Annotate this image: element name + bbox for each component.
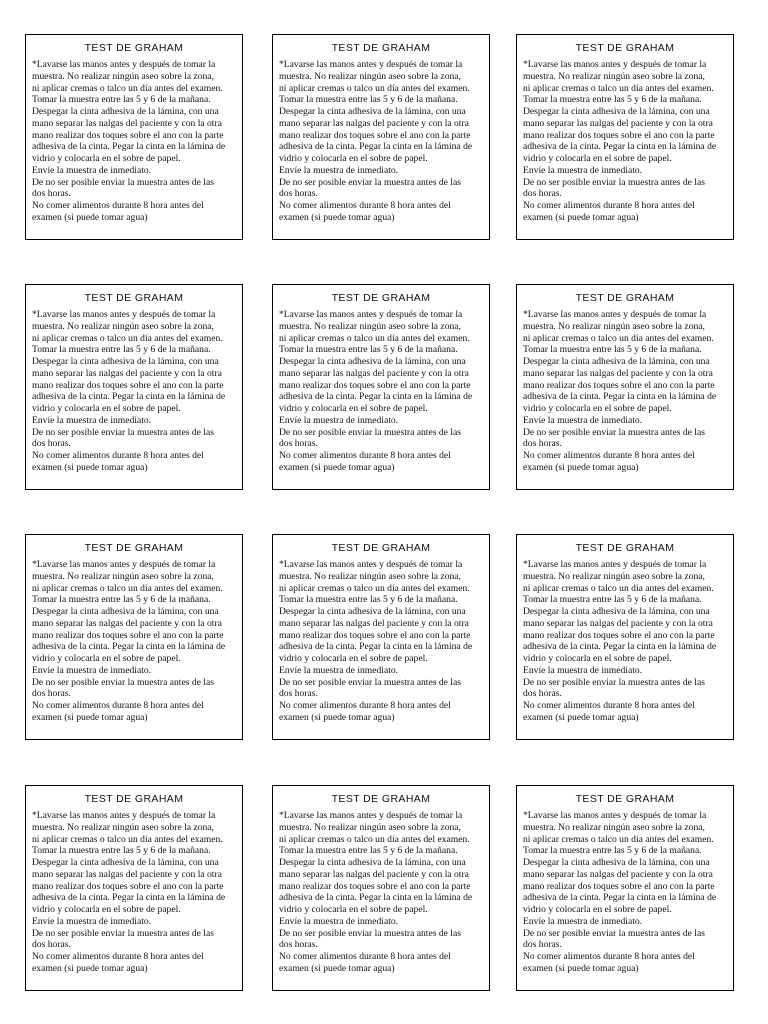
instruction-touches: mano realizar dos toques sobre el ano con la parte [32,880,224,892]
instruction-peel-tape: Despegar la cinta adhesiva de la lámina, con una [523,106,710,117]
instruction-peel-tape: Despegar la cinta adhesiva de la lámina, con una [279,356,466,367]
instruction-touches: mano realizar dos toques sobre el ano con la parte [279,880,471,892]
instruction-deadline: De no ser posible enviar la muestra antes de las [523,426,705,438]
instruction-timing: Tomar la muestra entre las 5 y 6 de la mañana. [523,845,702,857]
card-title: TEST DE GRAHAM [331,42,431,54]
instruction-card [25,785,243,991]
instruction-no-cleaning: muestra. No realizar ningún aseo sobre la zona, [32,320,214,332]
instruction-stick-slide: adhesiva de la cinta. Pegar la cinta en la lámina de [523,141,717,153]
instruction-peel-tape: Despegar la cinta adhesiva de la lámina, con una [279,106,466,117]
instruction-separate: mano separar las nalgas del paciente y con la otra [279,117,469,129]
instruction-hands: *Lavarse las manos antes y después de tomar la [279,309,463,320]
instruction-deadline: De no ser posible enviar la muestra antes de las [523,676,705,688]
instruction-card [516,534,734,740]
card-title: TEST DE GRAHAM [575,292,675,304]
instruction-timing: Tomar la muestra entre las 5 y 6 de la mañana. [32,594,211,606]
instruction-hands: *Lavarse las manos antes y después de tomar la [279,810,463,821]
instruction-hands: *Lavarse las manos antes y después de tomar la [32,810,216,821]
instruction-deadline: De no ser posible enviar la muestra antes de las [279,176,461,188]
instruction-no-cleaning: muestra. No realizar ningún aseo sobre la zona, [279,570,461,582]
instruction-envelope: vidrio y colocarla en el sobre de papel. [279,904,428,915]
instruction-envelope: vidrio y colocarla en el sobre de papel. [523,403,672,414]
instruction-no-creams: ni aplicar cremas o talco un día antes del examen. [279,332,470,344]
instruction-deadline-cont: dos horas. [279,939,318,951]
instruction-separate: mano separar las nalgas del paciente y con la otra [32,868,222,880]
instruction-envelope: vidrio y colocarla en el sobre de papel. [279,653,428,664]
instruction-peel-tape: Despegar la cinta adhesiva de la lámina, con una [32,356,219,367]
instruction-touches: mano realizar dos toques sobre el ano con la parte [32,629,224,641]
instruction-water: examen (si puede tomar agua) [32,711,148,723]
instruction-stick-slide: adhesiva de la cinta. Pegar la cinta en la lámina de [279,892,473,904]
instruction-hands: *Lavarse las manos antes y después de tomar la [32,559,216,570]
instruction-stick-slide: adhesiva de la cinta. Pegar la cinta en la lámina de [279,141,473,153]
card-title: TEST DE GRAHAM [84,793,184,805]
instruction-timing: Tomar la muestra entre las 5 y 6 de la mañana. [279,845,458,857]
instruction-fasting: No comer alimentos durante 8 hora antes del [32,200,204,211]
instruction-touches: mano realizar dos toques sobre el ano con la parte [279,629,471,641]
instruction-card [25,34,243,240]
instruction-peel-tape: Despegar la cinta adhesiva de la lámina, con una [32,106,219,117]
instruction-no-cleaning: muestra. No realizar ningún aseo sobre la zona, [279,70,461,82]
card-title: TEST DE GRAHAM [575,793,675,805]
card-title: TEST DE GRAHAM [331,292,431,304]
instruction-no-cleaning: muestra. No realizar ningún aseo sobre la zona, [279,320,461,332]
instruction-no-cleaning: muestra. No realizar ningún aseo sobre la zona, [523,70,705,82]
instruction-hands: *Lavarse las manos antes y después de tomar la [523,59,707,70]
instruction-no-creams: ni aplicar cremas o talco un día antes del examen. [279,833,470,845]
instruction-separate: mano separar las nalgas del paciente y con la otra [523,617,713,629]
card-title: TEST DE GRAHAM [84,42,184,54]
instruction-fasting: No comer alimentos durante 8 hora antes del [523,700,695,711]
instruction-no-cleaning: muestra. No realizar ningún aseo sobre la zona, [32,70,214,82]
instruction-peel-tape: Despegar la cinta adhesiva de la lámina, con una [279,857,466,868]
instruction-card [272,785,490,991]
instruction-no-creams: ni aplicar cremas o talco un día antes del examen. [32,582,223,594]
instruction-peel-tape: Despegar la cinta adhesiva de la lámina, con una [523,356,710,367]
instruction-envelope: vidrio y colocarla en el sobre de papel. [32,904,181,915]
instruction-hands: *Lavarse las manos antes y después de tomar la [279,559,463,570]
instruction-deadline-cont: dos horas. [32,188,71,200]
instruction-deadline: De no ser posible enviar la muestra antes de las [32,927,214,939]
instruction-no-cleaning: muestra. No realizar ningún aseo sobre la zona, [523,821,705,833]
instruction-deadline: De no ser posible enviar la muestra antes de las [32,426,214,438]
instruction-peel-tape: Despegar la cinta adhesiva de la lámina, con una [279,606,466,617]
instruction-separate: mano separar las nalgas del paciente y con la otra [32,617,222,629]
instruction-deadline: De no ser posible enviar la muestra antes de las [523,176,705,188]
instruction-hands: *Lavarse las manos antes y después de tomar la [523,559,707,570]
instruction-card [516,785,734,991]
instruction-separate: mano separar las nalgas del paciente y con la otra [523,117,713,129]
instruction-deadline-cont: dos horas. [32,688,71,700]
instruction-fasting: No comer alimentos durante 8 hora antes del [523,200,695,211]
instruction-stick-slide: adhesiva de la cinta. Pegar la cinta en la lámina de [32,391,226,403]
instruction-no-creams: ni aplicar cremas o talco un día antes del examen. [523,332,714,344]
instruction-envelope: vidrio y colocarla en el sobre de papel. [32,653,181,664]
instruction-separate: mano separar las nalgas del paciente y con la otra [523,367,713,379]
instruction-deadline-cont: dos horas. [279,688,318,700]
instruction-send: Envíe la muestra de inmediato. [523,915,643,927]
instruction-timing: Tomar la muestra entre las 5 y 6 de la mañana. [279,594,458,606]
instruction-stick-slide: adhesiva de la cinta. Pegar la cinta en la lámina de [523,391,717,403]
instruction-deadline: De no ser posible enviar la muestra antes de las [523,927,705,939]
instruction-envelope: vidrio y colocarla en el sobre de papel. [523,153,672,164]
instruction-hands: *Lavarse las manos antes y después de tomar la [523,309,707,320]
instruction-fasting: No comer alimentos durante 8 hora antes del [279,951,451,962]
instruction-timing: Tomar la muestra entre las 5 y 6 de la mañana. [32,344,211,356]
instruction-send: Envíe la muestra de inmediato. [523,414,643,426]
instruction-water: examen (si puede tomar agua) [279,962,395,974]
instruction-no-creams: ni aplicar cremas o talco un día antes del examen. [523,82,714,94]
instruction-fasting: No comer alimentos durante 8 hora antes del [279,200,451,211]
instruction-fasting: No comer alimentos durante 8 hora antes del [279,700,451,711]
instruction-stick-slide: adhesiva de la cinta. Pegar la cinta en la lámina de [523,892,717,904]
instruction-peel-tape: Despegar la cinta adhesiva de la lámina, con una [32,606,219,617]
instruction-water: examen (si puede tomar agua) [279,211,395,223]
instruction-send: Envíe la muestra de inmediato. [523,164,643,176]
instruction-deadline: De no ser posible enviar la muestra antes de las [279,426,461,438]
instruction-timing: Tomar la muestra entre las 5 y 6 de la mañana. [32,845,211,857]
instruction-stick-slide: adhesiva de la cinta. Pegar la cinta en la lámina de [32,141,226,153]
instruction-water: examen (si puede tomar agua) [279,461,395,473]
instruction-fasting: No comer alimentos durante 8 hora antes del [523,450,695,461]
instruction-touches: mano realizar dos toques sobre el ano con la parte [523,379,715,391]
instruction-stick-slide: adhesiva de la cinta. Pegar la cinta en la lámina de [32,892,226,904]
instruction-send: Envíe la muestra de inmediato. [32,414,152,426]
instruction-separate: mano separar las nalgas del paciente y con la otra [32,367,222,379]
instruction-deadline-cont: dos horas. [523,188,562,200]
instruction-water: examen (si puede tomar agua) [523,211,639,223]
card-title: TEST DE GRAHAM [575,42,675,54]
instruction-touches: mano realizar dos toques sobre el ano con la parte [279,129,471,141]
instruction-deadline-cont: dos horas. [523,688,562,700]
instruction-fasting: No comer alimentos durante 8 hora antes del [32,951,204,962]
instruction-envelope: vidrio y colocarla en el sobre de papel. [32,403,181,414]
instruction-card [272,34,490,240]
instruction-deadline: De no ser posible enviar la muestra antes de las [32,176,214,188]
instruction-no-cleaning: muestra. No realizar ningún aseo sobre la zona, [32,821,214,833]
instruction-send: Envíe la muestra de inmediato. [279,664,399,676]
instruction-card [272,534,490,740]
instruction-water: examen (si puede tomar agua) [32,962,148,974]
instruction-no-cleaning: muestra. No realizar ningún aseo sobre la zona, [279,821,461,833]
instruction-send: Envíe la muestra de inmediato. [32,664,152,676]
instruction-send: Envíe la muestra de inmediato. [279,414,399,426]
instruction-fasting: No comer alimentos durante 8 hora antes del [279,450,451,461]
instruction-touches: mano realizar dos toques sobre el ano con la parte [279,379,471,391]
instruction-deadline: De no ser posible enviar la muestra antes de las [279,927,461,939]
instruction-peel-tape: Despegar la cinta adhesiva de la lámina, con una [32,857,219,868]
instruction-deadline-cont: dos horas. [523,438,562,450]
instruction-card [25,534,243,740]
instruction-touches: mano realizar dos toques sobre el ano con la parte [523,880,715,892]
instruction-envelope: vidrio y colocarla en el sobre de papel. [523,904,672,915]
instruction-deadline-cont: dos horas. [523,939,562,951]
instruction-card [25,284,243,490]
card-title: TEST DE GRAHAM [331,542,431,554]
instruction-no-creams: ni aplicar cremas o talco un día antes del examen. [32,833,223,845]
instruction-touches: mano realizar dos toques sobre el ano con la parte [523,129,715,141]
instruction-envelope: vidrio y colocarla en el sobre de papel. [279,403,428,414]
instruction-fasting: No comer alimentos durante 8 hora antes del [32,700,204,711]
instruction-stick-slide: adhesiva de la cinta. Pegar la cinta en la lámina de [279,641,473,653]
instruction-timing: Tomar la muestra entre las 5 y 6 de la mañana. [32,94,211,106]
instruction-no-creams: ni aplicar cremas o talco un día antes del examen. [523,833,714,845]
instruction-peel-tape: Despegar la cinta adhesiva de la lámina, con una [523,857,710,868]
instruction-water: examen (si puede tomar agua) [32,461,148,473]
instruction-separate: mano separar las nalgas del paciente y con la otra [279,617,469,629]
instruction-hands: *Lavarse las manos antes y después de tomar la [279,59,463,70]
instruction-no-creams: ni aplicar cremas o talco un día antes del examen. [32,82,223,94]
instruction-separate: mano separar las nalgas del paciente y con la otra [523,868,713,880]
instruction-card [272,284,490,490]
instruction-envelope: vidrio y colocarla en el sobre de papel. [32,153,181,164]
instruction-water: examen (si puede tomar agua) [32,211,148,223]
instruction-no-cleaning: muestra. No realizar ningún aseo sobre la zona, [523,570,705,582]
instruction-no-creams: ni aplicar cremas o talco un día antes del examen. [279,82,470,94]
instruction-no-creams: ni aplicar cremas o talco un día antes del examen. [32,332,223,344]
instruction-stick-slide: adhesiva de la cinta. Pegar la cinta en la lámina de [523,641,717,653]
instruction-no-cleaning: muestra. No realizar ningún aseo sobre la zona, [32,570,214,582]
instruction-separate: mano separar las nalgas del paciente y con la otra [279,367,469,379]
instruction-send: Envíe la muestra de inmediato. [523,664,643,676]
instruction-hands: *Lavarse las manos antes y después de tomar la [523,810,707,821]
instruction-deadline-cont: dos horas. [279,188,318,200]
instruction-timing: Tomar la muestra entre las 5 y 6 de la mañana. [523,594,702,606]
instruction-deadline: De no ser posible enviar la muestra antes de las [279,676,461,688]
instruction-stick-slide: adhesiva de la cinta. Pegar la cinta en la lámina de [32,641,226,653]
instruction-water: examen (si puede tomar agua) [523,461,639,473]
instruction-no-cleaning: muestra. No realizar ningún aseo sobre la zona, [523,320,705,332]
card-title: TEST DE GRAHAM [331,793,431,805]
instruction-touches: mano realizar dos toques sobre el ano con la parte [32,129,224,141]
instruction-separate: mano separar las nalgas del paciente y con la otra [32,117,222,129]
instruction-fasting: No comer alimentos durante 8 hora antes del [32,450,204,461]
instruction-send: Envíe la muestra de inmediato. [32,915,152,927]
instruction-timing: Tomar la muestra entre las 5 y 6 de la mañana. [279,94,458,106]
instruction-touches: mano realizar dos toques sobre el ano con la parte [523,629,715,641]
card-title: TEST DE GRAHAM [84,542,184,554]
instruction-deadline-cont: dos horas. [32,939,71,951]
instruction-fasting: No comer alimentos durante 8 hora antes del [523,951,695,962]
instruction-timing: Tomar la muestra entre las 5 y 6 de la mañana. [523,94,702,106]
instruction-send: Envíe la muestra de inmediato. [32,164,152,176]
instruction-touches: mano realizar dos toques sobre el ano con la parte [32,379,224,391]
instruction-send: Envíe la muestra de inmediato. [279,915,399,927]
instruction-peel-tape: Despegar la cinta adhesiva de la lámina, con una [523,606,710,617]
instruction-deadline-cont: dos horas. [279,438,318,450]
card-title: TEST DE GRAHAM [84,292,184,304]
instruction-card [516,34,734,240]
instruction-no-creams: ni aplicar cremas o talco un día antes del examen. [279,582,470,594]
instruction-separate: mano separar las nalgas del paciente y con la otra [279,868,469,880]
instruction-envelope: vidrio y colocarla en el sobre de papel. [523,653,672,664]
instruction-deadline-cont: dos horas. [32,438,71,450]
instruction-deadline: De no ser posible enviar la muestra antes de las [32,676,214,688]
instruction-water: examen (si puede tomar agua) [523,711,639,723]
instruction-water: examen (si puede tomar agua) [523,962,639,974]
instruction-send: Envíe la muestra de inmediato. [279,164,399,176]
instruction-no-creams: ni aplicar cremas o talco un día antes del examen. [523,582,714,594]
instruction-timing: Tomar la muestra entre las 5 y 6 de la mañana. [279,344,458,356]
instruction-hands: *Lavarse las manos antes y después de tomar la [32,59,216,70]
instruction-water: examen (si puede tomar agua) [279,711,395,723]
card-title: TEST DE GRAHAM [575,542,675,554]
instruction-card [516,284,734,490]
instruction-hands: *Lavarse las manos antes y después de tomar la [32,309,216,320]
instruction-timing: Tomar la muestra entre las 5 y 6 de la mañana. [523,344,702,356]
instruction-stick-slide: adhesiva de la cinta. Pegar la cinta en la lámina de [279,391,473,403]
instruction-envelope: vidrio y colocarla en el sobre de papel. [279,153,428,164]
